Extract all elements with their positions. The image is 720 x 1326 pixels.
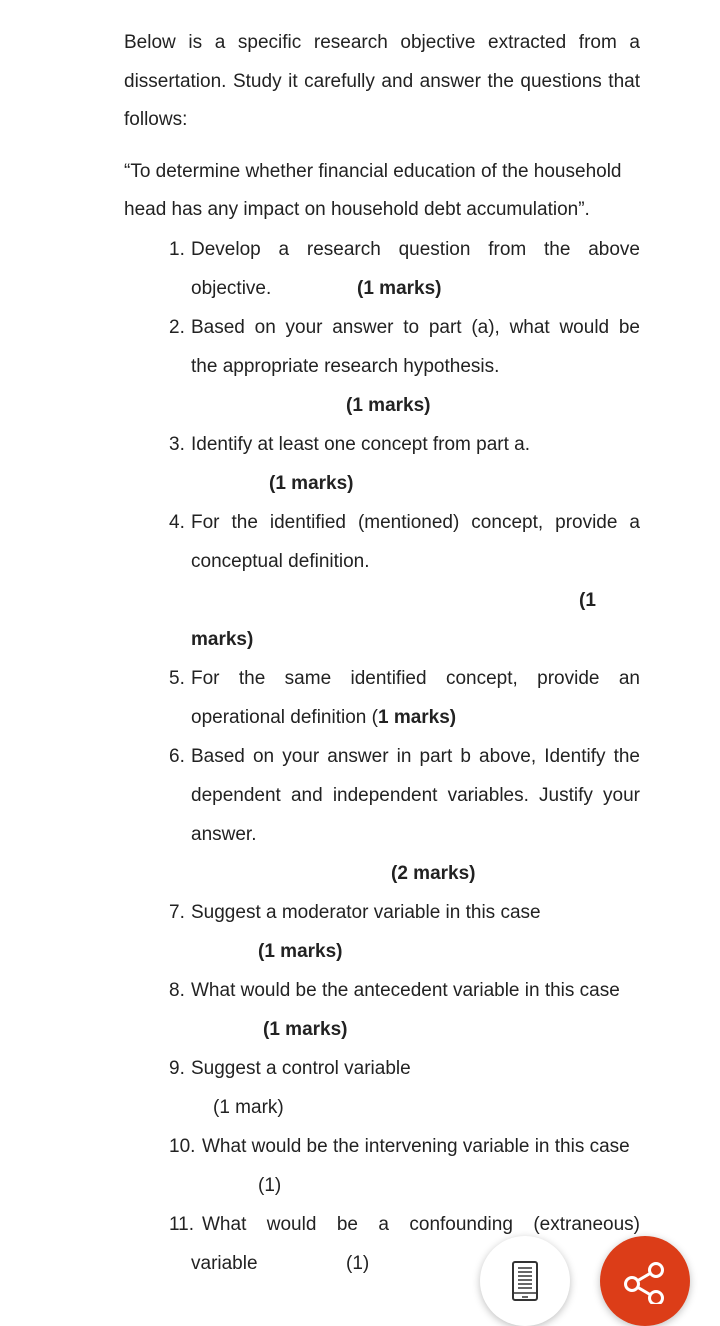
question-7 [124, 893, 640, 971]
question-text: operational definition ( [191, 706, 378, 728]
question-number: 2. [169, 316, 185, 338]
marks-label: 1 marks) [377, 706, 457, 728]
marks-label: (1 [579, 589, 596, 611]
question-number: 9. [169, 1057, 185, 1079]
question-number: 3. [169, 433, 185, 455]
marks-label: (1 marks) [258, 940, 343, 962]
question-text: For the same identified concept, provide an [191, 667, 640, 689]
question-6 [124, 737, 640, 893]
question-10 [124, 1127, 640, 1205]
document-icon [510, 1260, 540, 1302]
marks-label: (1) [346, 1252, 370, 1274]
question-text: answer. [191, 823, 257, 845]
question-8 [124, 971, 640, 1049]
intro-paragraph: Below is a specific research objective extracted from a dissertation. Study it carefully and answer the questions that follows: [124, 32, 640, 130]
question-number: 6. [169, 745, 185, 767]
marks-label: (1) [258, 1174, 282, 1196]
research-objective: “To determine whether financial education of the household head has any impact on household debt accumulation”. [124, 160, 622, 220]
question-text: objective. [191, 277, 272, 299]
document-view-button[interactable] [480, 1236, 570, 1326]
question-text: Based on your answer in part b above, Identify the [191, 745, 640, 767]
question-1 [124, 230, 640, 308]
question-list [124, 230, 640, 1283]
question-text: What would be a confounding (extraneous) [202, 1213, 640, 1235]
question-text: For the identified (mentioned) concept, provide a [191, 511, 640, 533]
question-text: Based on your answer to part (a), what would be [191, 316, 640, 338]
question-number: 1. [169, 238, 185, 260]
marks-label: (1 marks) [357, 277, 442, 299]
share-button[interactable] [600, 1236, 690, 1326]
question-number: 8. [169, 979, 185, 1001]
marks-label: (1 mark) [213, 1096, 284, 1118]
marks-label: (2 marks) [391, 862, 476, 884]
question-9 [124, 1049, 640, 1127]
document-body [124, 24, 640, 1283]
marks-label: (1 marks) [263, 1018, 348, 1040]
marks-label: marks) [191, 628, 254, 650]
question-text: conceptual definition. [191, 550, 370, 572]
question-text: Suggest a moderator variable in this case [191, 901, 541, 923]
question-number: 4. [169, 511, 185, 533]
question-2 [124, 308, 640, 425]
question-4 [124, 503, 640, 659]
question-text: What would be the intervening variable in this case [202, 1135, 630, 1157]
marks-label: (1 marks) [346, 394, 431, 416]
question-5 [124, 659, 640, 737]
question-number: 10. [169, 1135, 196, 1157]
question-text: variable [191, 1252, 258, 1274]
question-number: 5. [169, 667, 185, 689]
share-icon [622, 1260, 668, 1304]
question-number: 7. [169, 901, 185, 923]
question-text: Develop a research question from the above [191, 238, 640, 260]
question-text: Identify at least one concept from part a. [191, 433, 531, 455]
question-3 [124, 425, 640, 503]
question-text: dependent and independent variables. Justify your [191, 784, 640, 806]
question-text: What would be the antecedent variable in this case [191, 979, 620, 1001]
question-number: 11. [169, 1213, 195, 1235]
question-text: Suggest a control variable [191, 1057, 411, 1079]
marks-label: (1 marks) [269, 472, 354, 494]
question-text: the appropriate research hypothesis. [191, 355, 500, 377]
